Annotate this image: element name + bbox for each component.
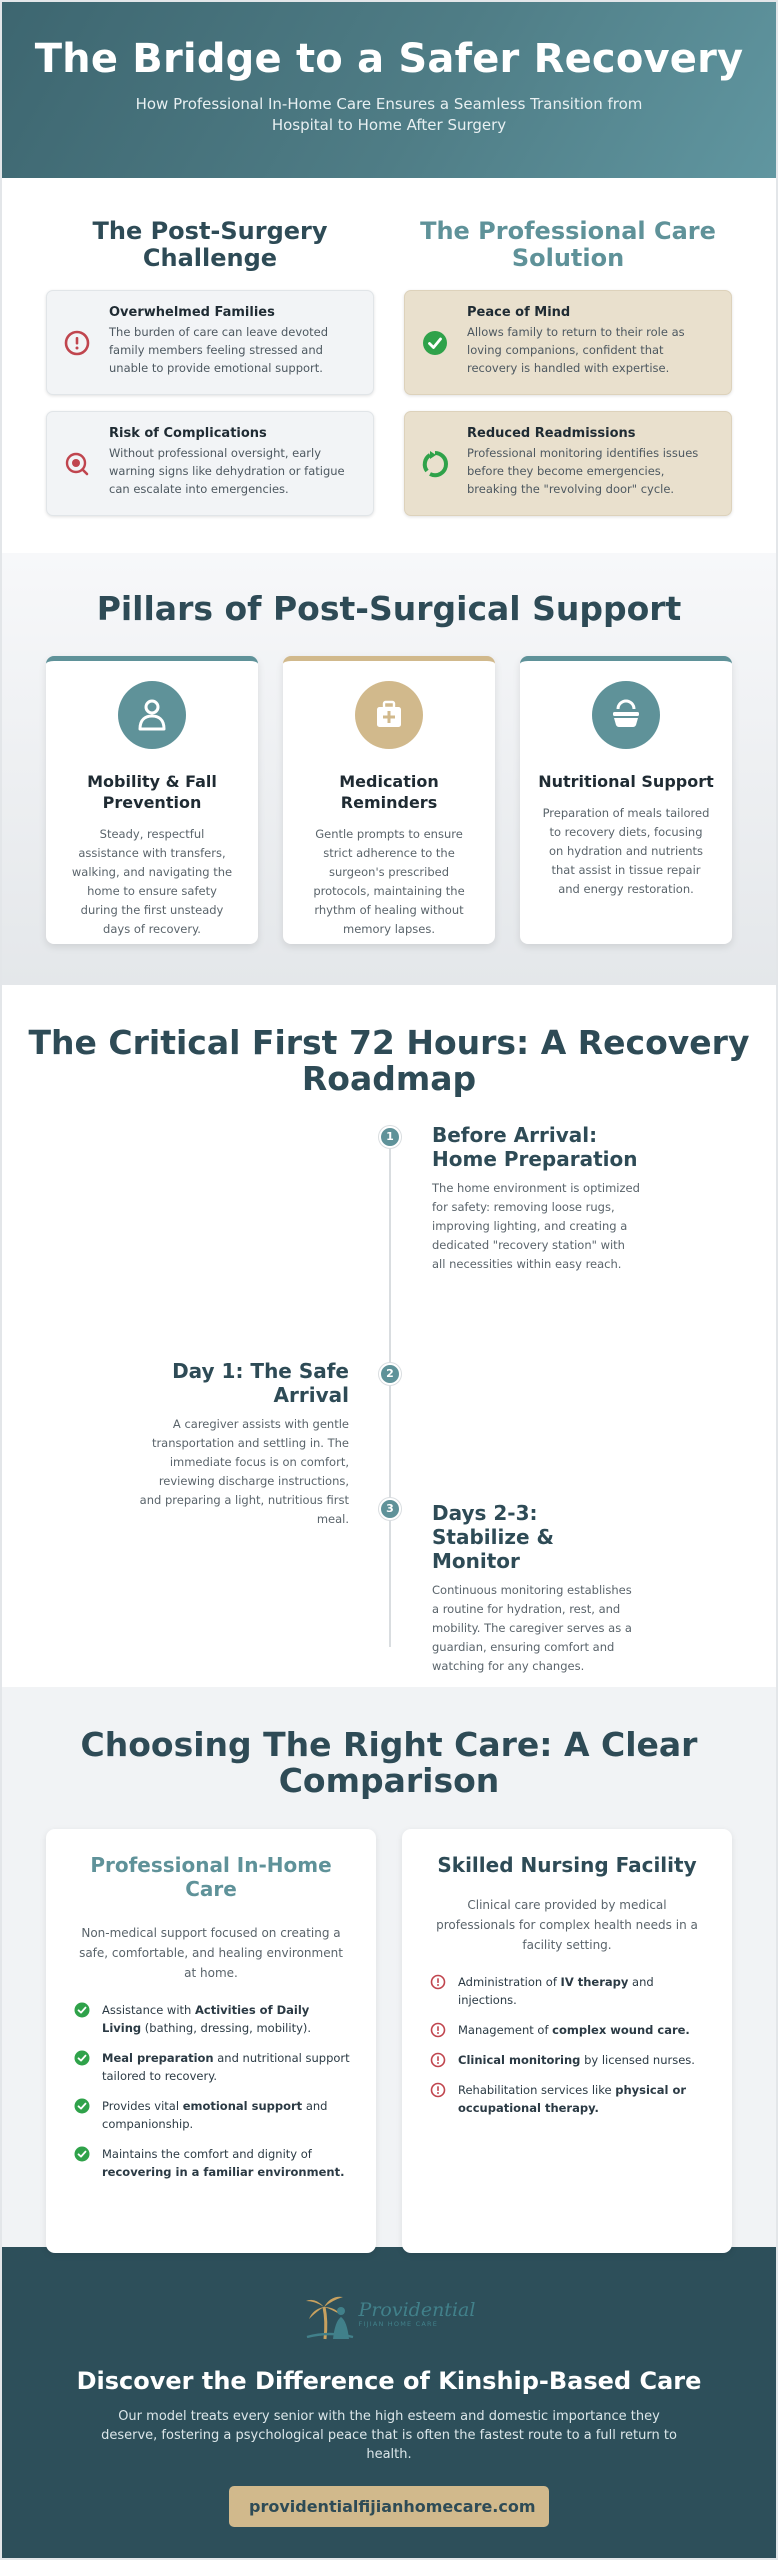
list-item-text: Provides vital emotional support and companionship. [102, 2099, 328, 2131]
list-item-text: Management of complex wound care. [458, 2023, 690, 2037]
solution-column [404, 218, 732, 553]
list-item [72, 2145, 350, 2181]
medical-kit-icon [372, 698, 406, 732]
in-home-care-card [46, 1829, 376, 2253]
timeline-heading: The Critical First 72 Hours: A Recovery Roadmap [28, 1023, 750, 1098]
list-item [72, 2001, 350, 2037]
list-item-text: Rehabilitation services like physical or occupational therapy. [458, 2083, 687, 2115]
timeline-step-title: Day 1: The Safe Arrival [172, 1359, 349, 1407]
challenge-solution-section [2, 178, 776, 553]
pillar-title: Mobility & Fall Prevention [87, 772, 217, 812]
challenge-card [46, 411, 374, 516]
footer-cta-section [2, 2247, 776, 2560]
pillar-text: Steady, respectful assistance with transfers, walking, and navigating the home to ensure safety during the first unsteady days of recovery. [71, 827, 233, 936]
alert-circle-icon [430, 2052, 446, 2068]
list-item [72, 2097, 350, 2133]
solution-card-title: Peace of Mind [467, 305, 571, 320]
list-item-text: Clinical monitoring by licensed nurses. [458, 2053, 695, 2067]
timeline-step [432, 1501, 642, 1676]
list-item-text: Administration of IV therapy and injections. [458, 1975, 654, 2007]
solution-card-text: Allows family to return to their role as loving companions, confident that recovery is handled with expertise. [467, 325, 685, 375]
timeline-marker: 1 [379, 1126, 401, 1148]
alert-circle-icon [430, 1974, 446, 1990]
solution-heading: The Professional Care Solution [420, 217, 716, 272]
comparison-card-title: Professional In-Home Care [90, 1853, 332, 1901]
list-item [428, 2051, 706, 2069]
pillar-title: Nutritional Support [538, 772, 714, 791]
list-item [428, 2021, 706, 2039]
solution-card [404, 411, 732, 516]
timeline-step-title: Before Arrival: Home Preparation [432, 1123, 638, 1171]
skilled-nursing-list [428, 1973, 706, 2117]
check-circle-icon [74, 2050, 90, 2066]
list-item-text: Assistance with Activities of Daily Living (bathing, dressing, mobility). [102, 2003, 312, 2035]
challenge-column [46, 218, 374, 553]
timeline-step-text: A caregiver assists with gentle transportation and settling in. The immediate focus is on comfort, reviewing discharge instructions, and preparing a light, nutritious first meal. [139, 1417, 349, 1526]
list-item-text: Maintains the comfort and dignity of recovering in a familiar environment. [102, 2147, 345, 2179]
list-item [72, 2049, 350, 2085]
in-home-care-list [72, 2001, 350, 2181]
comparison-section [2, 1687, 776, 2247]
company-logo [2, 2287, 776, 2341]
timeline-step [432, 1123, 642, 1274]
target-search-icon [63, 450, 91, 478]
pillars-row [2, 656, 776, 944]
list-item [428, 1973, 706, 2009]
timeline-step [139, 1359, 349, 1529]
pillar-text: Gentle prompts to ensure strict adherence to the surgeon's prescribed protocols, maintaining the rhythm of healing without memory lapses. [313, 827, 465, 936]
pillar-icon-circle [118, 681, 186, 749]
palm-tree-icon [303, 2287, 355, 2341]
recycle-icon [421, 450, 449, 478]
check-circle-icon [421, 329, 449, 357]
list-item-text: Meal preparation and nutritional support tailored to recovery. [102, 2051, 350, 2083]
pillar-text: Preparation of meals tailored to recovery diets, focusing on hydration and nutrients that assist in tissue repair and energy restoration. [542, 806, 710, 896]
challenge-card-title: Overwhelmed Families [109, 305, 275, 320]
challenge-card-text: The burden of care can leave devoted family members feeling stressed and unable to provide emotional support. [109, 325, 329, 375]
pillar-card-medication [283, 656, 495, 944]
timeline-marker: 2 [379, 1363, 401, 1385]
check-circle-icon [74, 2098, 90, 2114]
pillar-card-nutrition [520, 656, 732, 944]
comparison-row [2, 1829, 776, 2253]
footer-text: Our model treats every senior with the high esteem and domestic importance they deserve, fostering a psychological peace that is often the fastest route to a full return to health. [101, 2409, 677, 2462]
timeline-marker: 3 [379, 1498, 401, 1520]
alert-circle-icon [430, 2082, 446, 2098]
solution-card-title: Reduced Readmissions [467, 426, 636, 441]
challenge-heading: The Post-Surgery Challenge [92, 217, 328, 272]
person-icon [134, 697, 170, 733]
hero-banner [2, 2, 776, 178]
page-subtitle: How Professional In-Home Care Ensures a Seamless Transition from Hospital to Home After Surgery [135, 95, 643, 134]
comparison-card-title: Skilled Nursing Facility [437, 1853, 697, 1877]
timeline-step-title: Days 2-3: Stabilize & Monitor [432, 1501, 554, 1573]
comparison-card-desc: Clinical care provided by medical professionals for complex health needs in a facility setting. [436, 1898, 698, 1952]
challenge-card-title: Risk of Complications [109, 426, 267, 441]
timeline-step-text: The home environment is optimized for safety: removing loose rugs, improving lighting, and creating a dedicated "recovery station" with all necessities within easy reach. [432, 1181, 640, 1271]
list-item [428, 2081, 706, 2117]
pillars-heading: Pillars of Post-Surgical Support [96, 589, 682, 628]
comparison-card-desc: Non-medical support focused on creating a safe, comfortable, and healing environment at home. [79, 1926, 343, 1980]
pillar-title: Medication Reminders [339, 772, 439, 812]
solution-card-text: Professional monitoring identifies issues before they become emergencies, breaking the "revolving door" cycle. [467, 446, 699, 496]
pillars-section [2, 553, 776, 985]
timeline-section [2, 985, 776, 1687]
alert-circle-icon [63, 329, 91, 357]
website-link-button[interactable]: providentialfijianhomecare.com [229, 2486, 549, 2527]
challenge-card-text: Without professional oversight, early warning signs like dehydration or fatigue can escalate into emergencies. [109, 446, 345, 496]
page-title: The Bridge to a Safer Recovery [34, 36, 744, 82]
solution-card [404, 290, 732, 395]
logo-name: Providential [358, 2299, 476, 2321]
timeline-step-text: Continuous monitoring establishes a routine for hydration, rest, and mobility. The caregiver serves as a guardian, ensuring comfort and watching for any changes. [432, 1583, 632, 1673]
pillar-icon-circle [592, 681, 660, 749]
food-bowl-icon [608, 697, 644, 733]
footer-heading: Discover the Difference of Kinship-Based Care [76, 2367, 702, 2395]
pillar-icon-circle [355, 681, 423, 749]
comparison-heading: Choosing The Right Care: A Clear Comparison [80, 1725, 698, 1800]
skilled-nursing-card [402, 1829, 732, 2253]
logo-subtitle: FIJIAN HOME CARE [358, 2320, 439, 2328]
check-circle-icon [74, 2146, 90, 2162]
alert-circle-icon [430, 2022, 446, 2038]
challenge-card [46, 290, 374, 395]
timeline-line [389, 1125, 391, 1647]
check-circle-icon [74, 2002, 90, 2018]
pillar-card-mobility [46, 656, 258, 944]
